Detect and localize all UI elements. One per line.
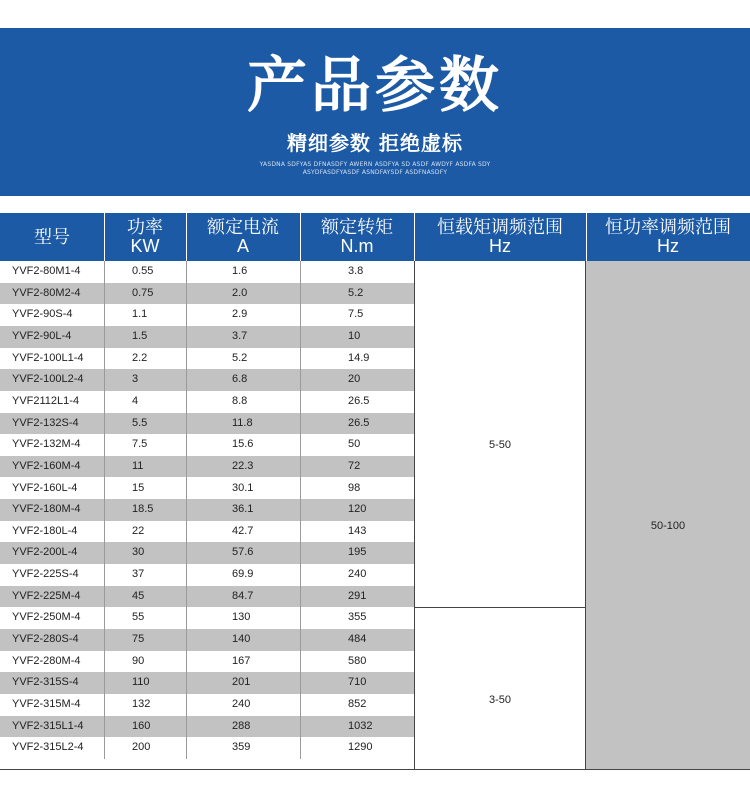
cell-torque: 484 bbox=[348, 633, 367, 646]
cell-power: 11 bbox=[132, 459, 144, 472]
constant-torque-range-cell-2 bbox=[414, 608, 586, 770]
cell-torque: 10 bbox=[348, 329, 361, 342]
cell-torque: 26.5 bbox=[348, 394, 370, 407]
cell-power: 22 bbox=[132, 524, 145, 537]
table-row bbox=[0, 391, 414, 413]
cell-model: YVF2-315S-4 bbox=[12, 676, 79, 689]
table-row bbox=[0, 607, 414, 629]
cell-power: 55 bbox=[132, 611, 145, 624]
column-divider bbox=[104, 261, 105, 759]
cell-current: 84.7 bbox=[232, 589, 254, 602]
header-divider bbox=[586, 213, 587, 261]
cell-model: YVF2-160L-4 bbox=[12, 481, 78, 494]
table-row bbox=[0, 564, 414, 586]
cell-power: 45 bbox=[132, 589, 145, 602]
cell-torque: 50 bbox=[348, 438, 361, 451]
cell-torque: 120 bbox=[348, 503, 367, 516]
cell-current: 2.0 bbox=[232, 286, 248, 299]
cell-torque: 98 bbox=[348, 481, 361, 494]
header-divider bbox=[300, 213, 301, 261]
cell-model: YVF2-250M-4 bbox=[12, 611, 81, 624]
cell-torque: 710 bbox=[348, 676, 367, 689]
cell-current: 36.1 bbox=[232, 503, 254, 516]
cell-power: 132 bbox=[132, 698, 151, 710]
cell-power: 7.5 bbox=[132, 438, 148, 451]
cell-power: 37 bbox=[132, 568, 145, 581]
cell-torque: 5.2 bbox=[348, 286, 364, 299]
header-torque-unit: N.m bbox=[340, 236, 374, 256]
cell-power: 0.75 bbox=[132, 286, 154, 299]
cell-model: YVF2-280S-4 bbox=[12, 633, 79, 646]
cell-current: 6.8 bbox=[232, 373, 248, 386]
cell-power: 200 bbox=[132, 741, 151, 754]
cell-model: YVF2-100L2-4 bbox=[12, 373, 84, 386]
table-row bbox=[0, 348, 414, 370]
header-banner bbox=[0, 28, 750, 196]
cell-model: YVF2-180L-4 bbox=[12, 524, 78, 537]
cell-model: YVF2-315L2-4 bbox=[12, 741, 84, 754]
table-row bbox=[0, 283, 414, 305]
cell-model: YVF2-80M2-4 bbox=[12, 286, 81, 299]
cell-current: 2.9 bbox=[232, 308, 248, 321]
cell-torque: 143 bbox=[348, 524, 367, 537]
cell-power: 90 bbox=[132, 654, 145, 667]
cell-power: 75 bbox=[132, 633, 145, 646]
cell-model: YVF2-132S-4 bbox=[12, 416, 79, 429]
cell-torque: 3.8 bbox=[348, 265, 364, 277]
cell-power: 3 bbox=[132, 373, 139, 386]
table-row bbox=[0, 694, 414, 716]
cell-power: 0.55 bbox=[132, 265, 154, 277]
cell-current: 8.8 bbox=[232, 394, 248, 407]
cell-power: 4 bbox=[132, 394, 139, 407]
cell-current: 240 bbox=[232, 698, 251, 710]
cell-current: 167 bbox=[232, 654, 251, 667]
cell-current: 57.6 bbox=[232, 546, 254, 559]
header-model bbox=[0, 213, 104, 261]
page-subtitle: 精细参数 拒绝虚标 bbox=[287, 131, 463, 155]
cell-model: YVF2-180M-4 bbox=[12, 503, 81, 516]
constant-torque-range-1: 5-50 bbox=[488, 439, 512, 451]
cell-model: YVF2-280M-4 bbox=[12, 654, 81, 667]
cell-current: 30.1 bbox=[232, 481, 254, 494]
cell-model: YVF2-160M-4 bbox=[12, 459, 81, 472]
cell-current: 1.6 bbox=[232, 265, 248, 277]
table-row bbox=[0, 413, 414, 435]
cell-model: YVF2-315M-4 bbox=[12, 698, 81, 710]
cell-torque: 580 bbox=[348, 654, 367, 667]
cell-current: 42.7 bbox=[232, 524, 254, 537]
header-divider bbox=[104, 213, 105, 261]
table-row bbox=[0, 456, 414, 478]
cell-torque: 1290 bbox=[348, 741, 373, 754]
cell-power: 30 bbox=[132, 546, 145, 559]
fine-print-line-1: YASDNA SDFYAS DFNASDFY AWERN ASDFYA SD ASDF AWDYF ASDFA SDY bbox=[259, 161, 491, 168]
table-row bbox=[0, 672, 414, 694]
cell-power: 18.5 bbox=[132, 503, 154, 516]
cell-torque: 7.5 bbox=[348, 308, 364, 321]
cell-current: 5.2 bbox=[232, 351, 248, 364]
header-constant-power-label: 恒功率调频范围 bbox=[605, 217, 731, 237]
table-row bbox=[0, 369, 414, 391]
cell-model: YVF2112L1-4 bbox=[12, 394, 80, 407]
table-row bbox=[0, 629, 414, 651]
cell-torque: 26.5 bbox=[348, 416, 370, 429]
header-constant-torque bbox=[414, 213, 586, 261]
cell-torque: 291 bbox=[348, 589, 367, 602]
table-row bbox=[0, 542, 414, 564]
header-torque bbox=[300, 213, 414, 261]
cell-torque: 240 bbox=[348, 568, 367, 581]
cell-current: 201 bbox=[232, 676, 251, 689]
cell-power: 160 bbox=[132, 719, 151, 732]
header-divider bbox=[414, 213, 415, 261]
table-row bbox=[0, 326, 414, 348]
cell-current: 130 bbox=[232, 611, 251, 624]
cell-model: YVF2-80M1-4 bbox=[12, 265, 81, 277]
column-divider bbox=[300, 261, 301, 759]
header-power bbox=[104, 213, 186, 261]
header-torque-label: 额定转矩 bbox=[321, 217, 393, 237]
cell-torque: 20 bbox=[348, 373, 361, 386]
table-header bbox=[0, 213, 750, 261]
cell-current: 140 bbox=[232, 633, 251, 646]
header-constant-torque-label: 恒载矩调频范围 bbox=[437, 217, 563, 237]
cell-current: 22.3 bbox=[232, 459, 254, 472]
cell-torque: 355 bbox=[348, 611, 367, 624]
header-current bbox=[186, 213, 300, 261]
cell-current: 3.7 bbox=[232, 329, 248, 342]
cell-power: 15 bbox=[132, 481, 145, 494]
cell-torque: 195 bbox=[348, 546, 367, 559]
constant-power-range-cell bbox=[586, 261, 750, 770]
cell-power: 110 bbox=[132, 676, 150, 689]
table-row bbox=[0, 737, 414, 759]
cell-power: 2.2 bbox=[132, 351, 148, 364]
cell-model: YVF2-132M-4 bbox=[12, 438, 81, 451]
table-row bbox=[0, 716, 414, 738]
table-row bbox=[0, 434, 414, 456]
cell-power: 5.5 bbox=[132, 416, 148, 429]
header-power-unit: KW bbox=[130, 236, 160, 256]
cell-current: 11.8 bbox=[232, 416, 253, 429]
header-divider bbox=[186, 213, 187, 261]
cell-power: 1.5 bbox=[132, 329, 148, 342]
cell-torque: 852 bbox=[348, 698, 367, 710]
header-current-unit: A bbox=[236, 236, 249, 256]
table-row bbox=[0, 651, 414, 673]
table-row bbox=[0, 499, 414, 521]
cell-torque: 1032 bbox=[348, 719, 373, 732]
cell-torque: 14.9 bbox=[348, 351, 370, 364]
constant-torque-range-2: 3-50 bbox=[488, 694, 512, 706]
table-row bbox=[0, 586, 414, 608]
cell-model: YVF2-100L1-4 bbox=[12, 351, 84, 364]
column-divider bbox=[186, 261, 187, 759]
header-model-label: 型号 bbox=[34, 226, 70, 247]
cell-current: 15.6 bbox=[232, 438, 254, 451]
cell-model: YVF2-90L-4 bbox=[12, 329, 72, 342]
table-row bbox=[0, 478, 414, 500]
cell-power: 1.1 bbox=[132, 308, 148, 321]
cell-model: YVF2-225S-4 bbox=[12, 568, 79, 581]
header-current-label: 额定电流 bbox=[207, 217, 279, 237]
cell-torque: 72 bbox=[348, 459, 361, 472]
cell-current: 288 bbox=[232, 719, 251, 732]
table-row bbox=[0, 521, 414, 543]
table-bottom-border bbox=[0, 769, 414, 770]
constant-torque-range-cell-1 bbox=[414, 261, 586, 608]
header-power-label: 功率 bbox=[127, 217, 163, 237]
cell-model: YVF2-200L-4 bbox=[12, 546, 78, 559]
header-constant-power-unit: Hz bbox=[657, 236, 679, 256]
table-row bbox=[0, 261, 414, 283]
page-title: 产品参数 bbox=[247, 51, 503, 121]
header-constant-torque-unit: Hz bbox=[489, 236, 511, 256]
cell-model: YVF2-225M-4 bbox=[12, 589, 81, 602]
cell-model: YVF2-315L1-4 bbox=[12, 719, 84, 732]
cell-current: 359 bbox=[232, 741, 251, 754]
header-constant-power bbox=[586, 213, 750, 261]
constant-power-range: 50-100 bbox=[650, 520, 686, 532]
cell-current: 69.9 bbox=[232, 568, 254, 581]
fine-print-line-2: ASYDFASDFYASDF ASNDFAYSDF ASDFNASDFY bbox=[302, 169, 448, 176]
table-row bbox=[0, 304, 414, 326]
cell-model: YVF2-90S-4 bbox=[12, 308, 73, 321]
